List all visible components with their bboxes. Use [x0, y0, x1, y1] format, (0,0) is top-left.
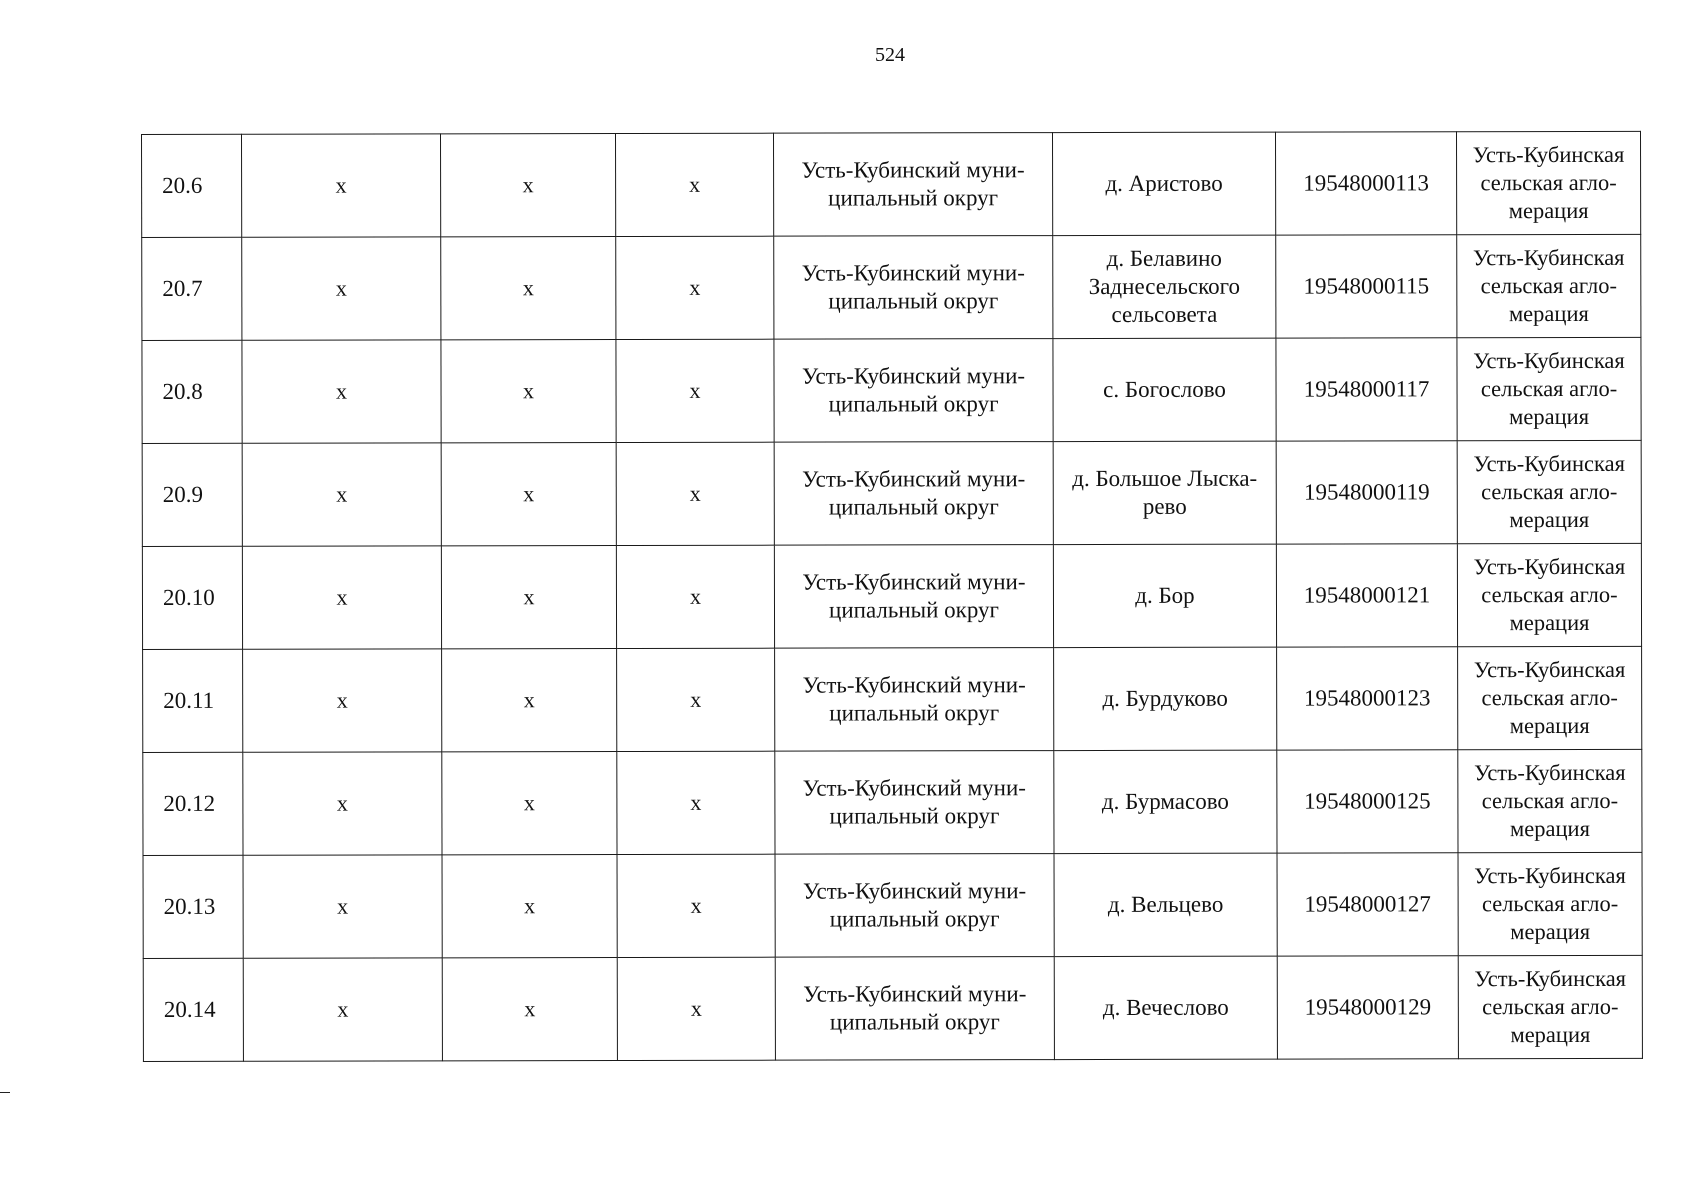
- agglomeration-cell: Усть-Кубинская сельская агло-мерация: [1458, 852, 1642, 955]
- settlement-cell: д. Бор: [1053, 544, 1276, 647]
- page-number: 524: [875, 44, 905, 66]
- x-cell: x: [243, 958, 442, 1061]
- agglomeration-cell: Усть-Кубинская сельская агло-мерация: [1457, 234, 1641, 337]
- x-cell: x: [616, 133, 774, 236]
- row-number-cell: 20.10: [142, 546, 242, 649]
- settlement-cell: с. Богослово: [1053, 338, 1276, 441]
- table-row: [142, 543, 1641, 649]
- x-cell: x: [441, 340, 616, 443]
- x-cell: x: [617, 648, 775, 751]
- table-body: [142, 131, 1643, 1061]
- oktmo-code-cell: 19548000121: [1276, 544, 1457, 647]
- table-row: [143, 955, 1642, 1061]
- table-row: [143, 852, 1642, 958]
- agglomeration-cell: Усть-Кубинская сельская агло-мерация: [1457, 337, 1641, 440]
- x-cell: x: [243, 855, 442, 958]
- x-cell: x: [616, 236, 774, 339]
- x-cell: x: [617, 957, 775, 1060]
- settlement-cell: д. Вечеслово: [1054, 956, 1277, 1059]
- x-cell: x: [242, 443, 441, 546]
- x-cell: x: [616, 339, 774, 442]
- district-cell: Усть-Кубинский муни-ципальный округ: [775, 957, 1054, 1061]
- x-cell: x: [442, 752, 617, 855]
- district-cell: Усть-Кубинский муни-ципальный округ: [774, 442, 1053, 546]
- oktmo-code-cell: 19548000119: [1276, 441, 1457, 544]
- district-cell: Усть-Кубинский муни-ципальный округ: [774, 339, 1053, 443]
- x-cell: x: [442, 649, 617, 752]
- oktmo-code-cell: 19548000113: [1275, 132, 1456, 235]
- x-cell: x: [242, 237, 441, 340]
- district-cell: Усть-Кубинский муни-ципальный округ: [775, 751, 1054, 855]
- table-row: [142, 337, 1641, 443]
- row-number-cell: 20.13: [143, 855, 243, 958]
- x-cell: x: [442, 958, 617, 1061]
- row-number-cell: 20.9: [142, 443, 242, 546]
- table-row: [142, 234, 1641, 340]
- district-cell: Усть-Кубинский муни-ципальный округ: [775, 648, 1054, 752]
- settlement-cell: д. Вельцево: [1054, 853, 1277, 956]
- x-cell: x: [243, 752, 442, 855]
- agglomeration-cell: Усть-Кубинская сельская агло-мерация: [1457, 543, 1641, 646]
- x-cell: x: [617, 751, 775, 854]
- row-number-cell: 20.12: [143, 752, 243, 855]
- x-cell: x: [441, 134, 616, 237]
- table-row: [143, 646, 1642, 752]
- settlement-cell: д. Бурмасово: [1054, 750, 1277, 853]
- table-row: [142, 440, 1641, 546]
- x-cell: x: [617, 854, 775, 957]
- agglomeration-cell: Усть-Кубинская сельская агло-мерация: [1458, 955, 1642, 1058]
- table-row: [143, 749, 1642, 855]
- oktmo-code-cell: 19548000117: [1276, 338, 1457, 441]
- district-cell: Усть-Кубинский муни-ципальный округ: [775, 854, 1054, 958]
- settlement-cell: д. Белавино Заднесельского сельсовета: [1053, 235, 1276, 338]
- row-number-cell: 20.14: [143, 958, 243, 1061]
- x-cell: x: [441, 443, 616, 546]
- x-cell: x: [616, 442, 774, 545]
- margin-mark: [0, 1092, 10, 1093]
- oktmo-code-cell: 19548000129: [1277, 956, 1458, 1059]
- x-cell: x: [442, 855, 617, 958]
- x-cell: x: [242, 340, 441, 443]
- table-row: [142, 131, 1641, 237]
- x-cell: x: [242, 134, 441, 237]
- oktmo-code-cell: 19548000123: [1277, 647, 1458, 750]
- oktmo-code-cell: 19548000125: [1277, 750, 1458, 853]
- x-cell: x: [242, 546, 441, 649]
- row-number-cell: 20.11: [143, 649, 243, 752]
- x-cell: x: [243, 649, 442, 752]
- settlements-table: [141, 131, 1643, 1062]
- x-cell: x: [616, 545, 774, 648]
- settlement-cell: д. Аристово: [1052, 132, 1275, 235]
- district-cell: Усть-Кубинский муни-ципальный округ: [774, 545, 1053, 649]
- oktmo-code-cell: 19548000127: [1277, 853, 1458, 956]
- agglomeration-cell: Усть-Кубинская сельская агло-мерация: [1457, 440, 1641, 543]
- row-number-cell: 20.7: [142, 237, 242, 340]
- row-number-cell: 20.6: [142, 134, 242, 237]
- settlement-cell: д. Бурдуково: [1054, 647, 1277, 750]
- settlement-cell: д. Большое Лыска-рево: [1053, 441, 1276, 544]
- agglomeration-cell: Усть-Кубинская сельская агло-мерация: [1458, 749, 1642, 852]
- x-cell: x: [441, 237, 616, 340]
- oktmo-code-cell: 19548000115: [1276, 235, 1457, 338]
- agglomeration-cell: Усть-Кубинская сельская агло-мерация: [1458, 646, 1642, 749]
- agglomeration-cell: Усть-Кубинская сельская агло-мерация: [1456, 131, 1640, 234]
- district-cell: Усть-Кубинский муни-ципальный округ: [773, 133, 1052, 237]
- district-cell: Усть-Кубинский муни-ципальный округ: [774, 236, 1053, 340]
- x-cell: x: [441, 546, 616, 649]
- row-number-cell: 20.8: [142, 340, 242, 443]
